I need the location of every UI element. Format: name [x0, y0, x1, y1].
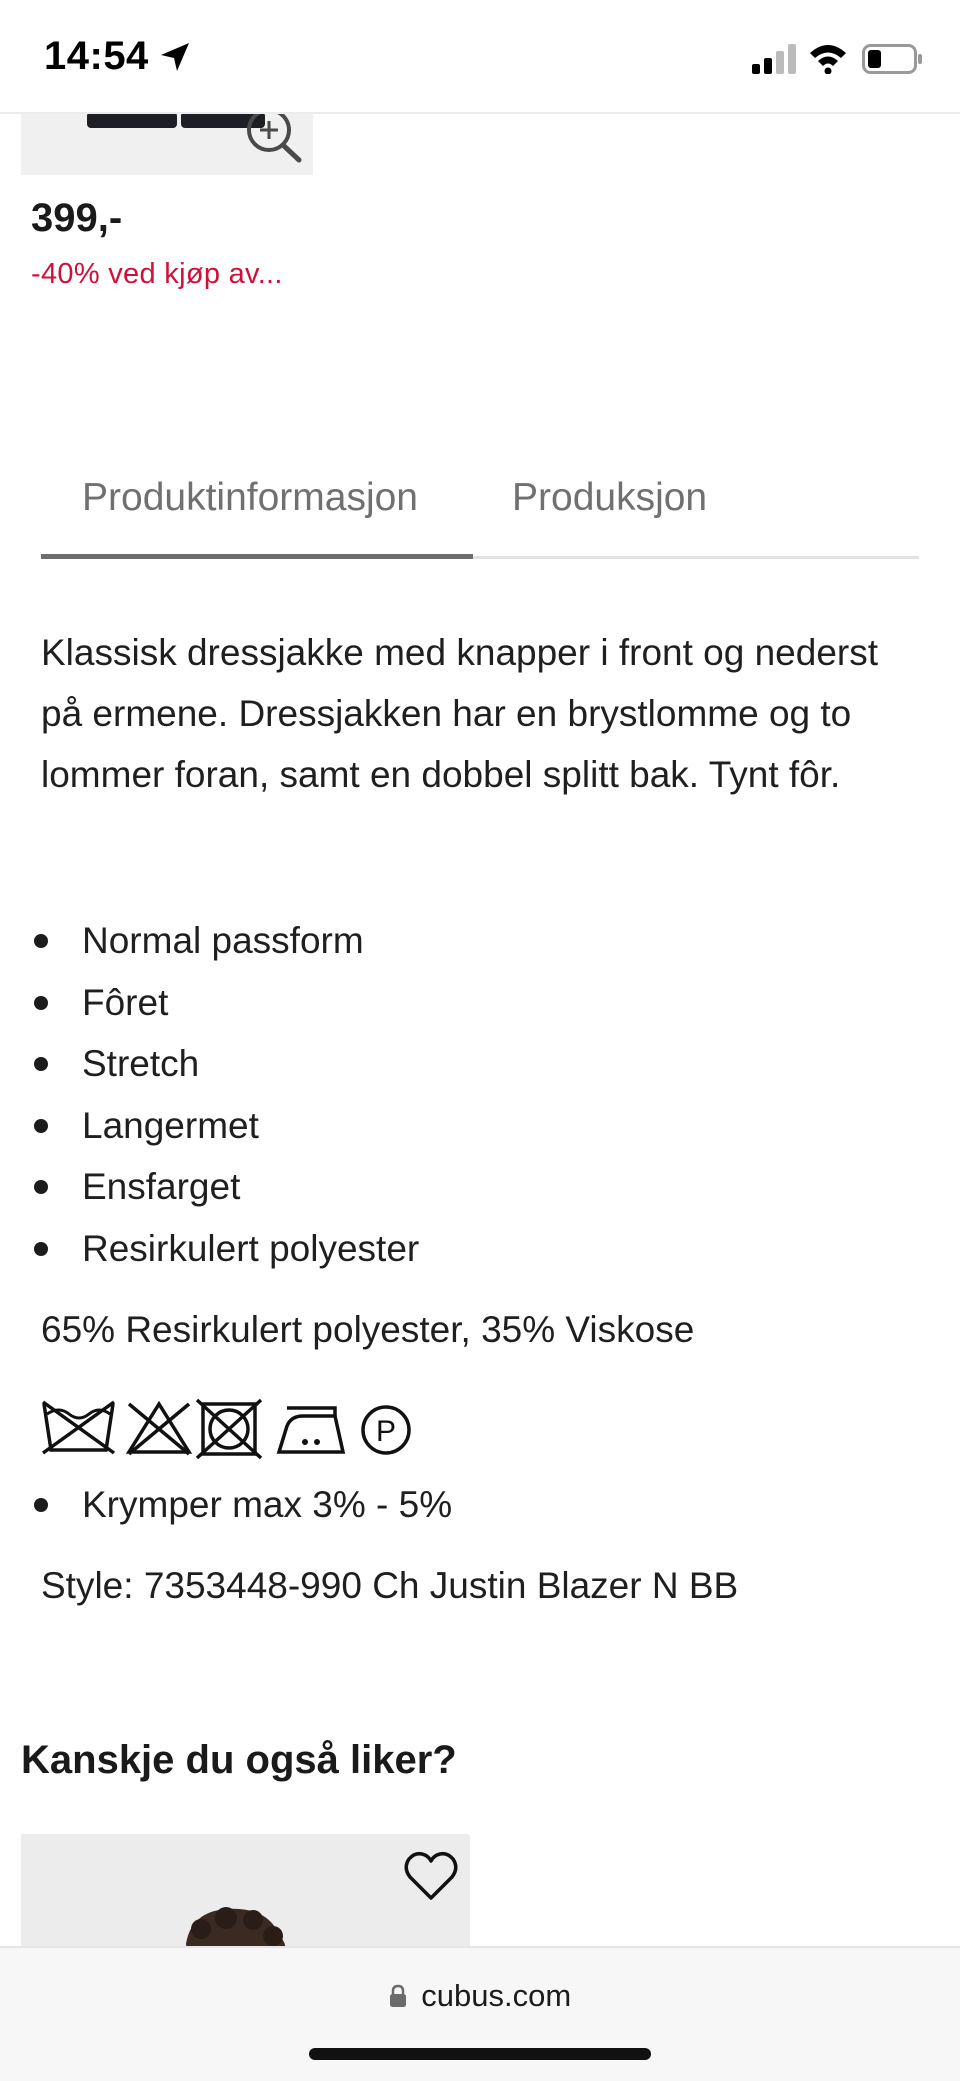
bullet-icon [34, 1057, 48, 1071]
feature-item [31, 1095, 419, 1157]
feature-label: Ensfarget [82, 1166, 241, 1207]
status-bar [0, 0, 960, 114]
feature-label: Fôret [82, 981, 169, 1023]
product-price: 399,- [31, 196, 123, 240]
bullet-icon [34, 1242, 48, 1256]
feature-label: Normal passform [82, 920, 364, 961]
wash-crossed-icon [43, 1402, 114, 1453]
feature-label: Langermet [82, 1104, 259, 1146]
dry-clean-letter: P [375, 1415, 397, 1448]
promo-text[interactable]: -40% ved kjøp av... [31, 258, 283, 290]
material-composition: 65% Resirkulert polyester, 35% Viskose [41, 1309, 695, 1350]
bullet-icon [34, 1498, 48, 1512]
bullet-icon [34, 934, 48, 948]
cellular-signal-icon [752, 44, 798, 74]
url-text[interactable]: cubus.com [421, 1978, 572, 2013]
status-time: 14:54 [44, 34, 149, 78]
feature-item [31, 1156, 419, 1218]
bullet-icon [34, 1119, 48, 1133]
feature-item [31, 910, 419, 972]
feature-item [31, 1033, 419, 1095]
battery-icon [862, 44, 924, 74]
wifi-icon [808, 42, 848, 74]
browser-address-bar[interactable] [0, 1946, 960, 2081]
tab-produksjon[interactable]: Produksjon [512, 476, 708, 519]
bullet-icon [34, 996, 48, 1010]
lock-icon [389, 1984, 407, 2008]
location-arrow-icon [158, 40, 192, 74]
care-symbols [41, 1398, 421, 1460]
care-label: Krymper max 3% - 5% [82, 1484, 453, 1525]
tab-produktinformasjon[interactable]: Produktinformasjon [82, 476, 418, 519]
feature-item [31, 1218, 419, 1280]
tab-active-indicator [41, 554, 473, 559]
heart-icon[interactable] [401, 1846, 461, 1906]
care-item [31, 1474, 452, 1536]
iron-two-dots-icon [279, 1408, 343, 1452]
tumble-dry-crossed-icon [197, 1400, 261, 1458]
recommendations-heading: Kanskje du også liker? [21, 1738, 457, 1782]
dry-clean-p-icon [363, 1407, 409, 1453]
zoom-in-icon[interactable] [245, 112, 313, 164]
product-description: Klassisk dressjakke med knapper i front og nederst på ermene. Dressjakken har en brystlomme og to lommer foran, samt en dobbel splitt bak. Tynt fôr. [41, 632, 879, 795]
product-image[interactable] [21, 112, 313, 175]
feature-item [31, 972, 419, 1034]
style-number: Style: 7353448-990 Ch Justin Blazer N BB [41, 1565, 739, 1606]
feature-list [31, 910, 419, 1279]
care-list [31, 1474, 452, 1536]
bullet-icon [34, 1180, 48, 1194]
feature-label: Stretch [82, 1043, 200, 1084]
feature-label: Resirkulert polyester [82, 1227, 420, 1269]
home-indicator[interactable] [309, 2048, 651, 2060]
bleach-crossed-icon [129, 1404, 189, 1454]
